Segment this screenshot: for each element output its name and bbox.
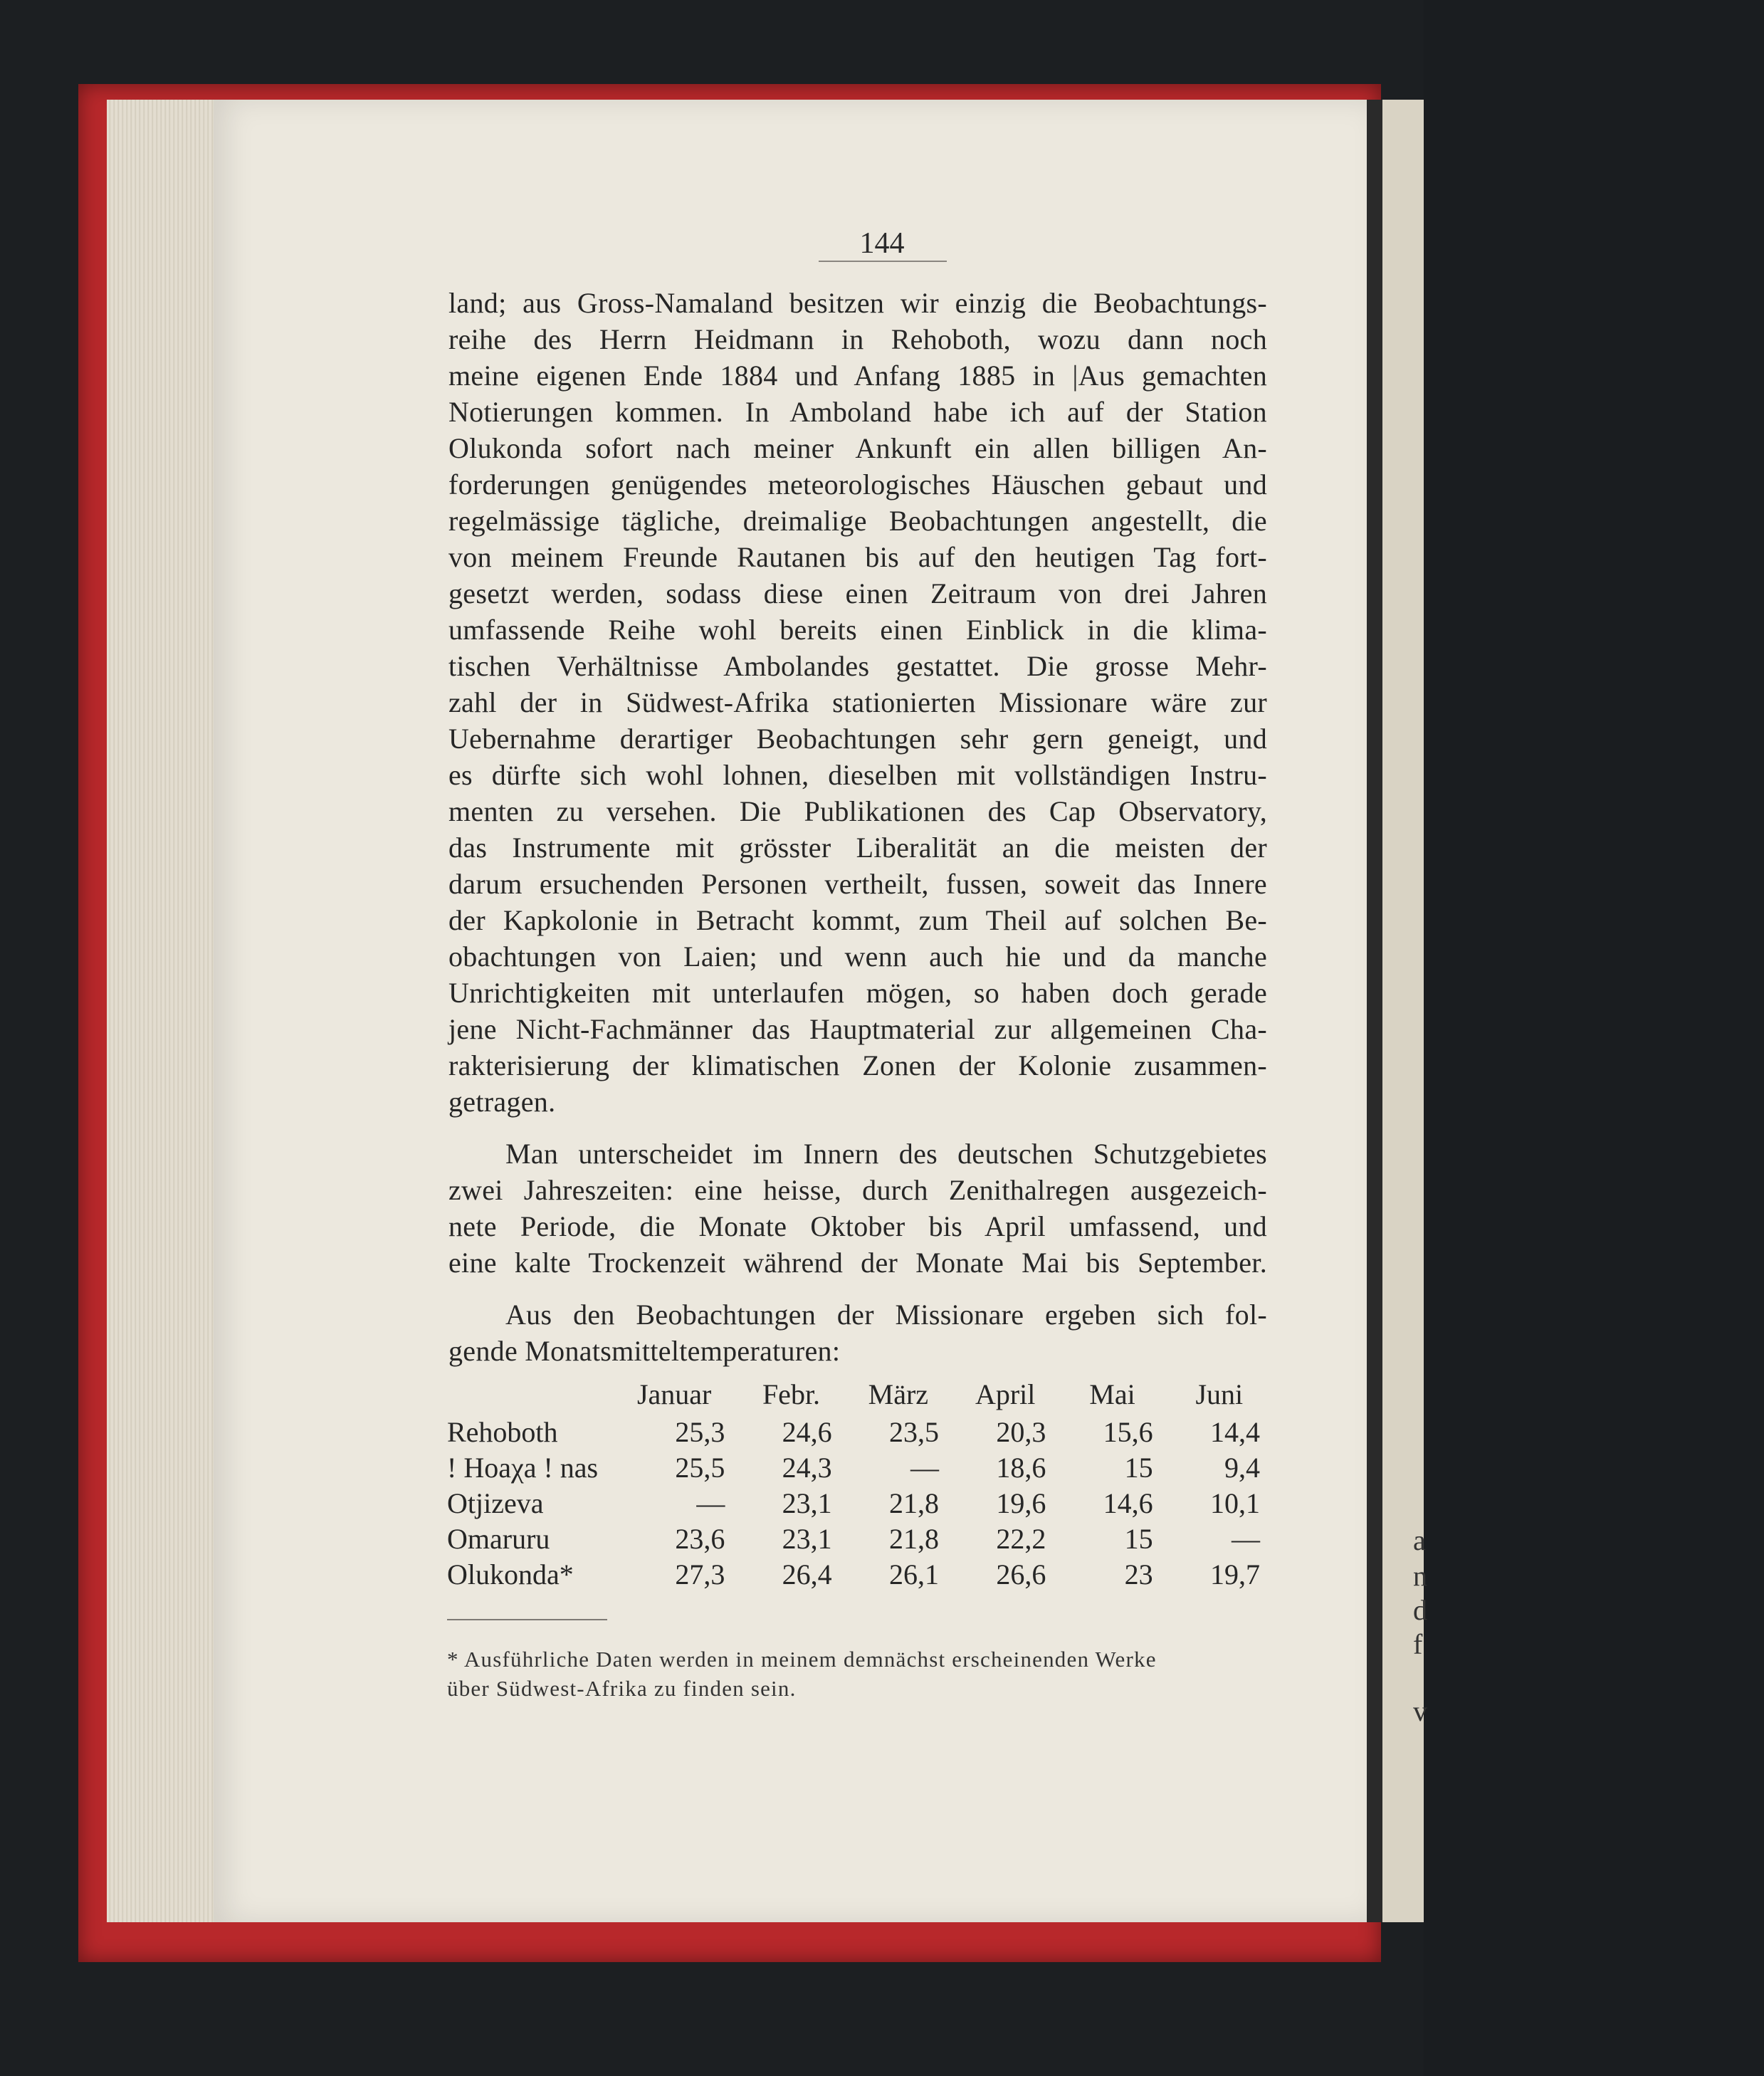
column-header: Juni (1195, 1378, 1244, 1410)
text-line: es dürfte sich wohl lohnen, dieselben mit vollständigen Instru- (448, 759, 1267, 791)
table-cell: 15,6 (1103, 1415, 1153, 1448)
table-cell: 14,6 (1103, 1487, 1153, 1519)
table-cell: 23,1 (782, 1487, 832, 1519)
footnote (447, 1645, 1266, 1703)
text-line: nete Periode, die Monate Oktober bis April umfassend, und (448, 1210, 1267, 1242)
text-line: jene Nicht-Fachmänner das Hauptmaterial zur allgemeinen Cha- (448, 1013, 1267, 1045)
table-cell: 25,5 (675, 1451, 725, 1484)
text-line: menten zu versehen. Die Publikationen des Cap Observatory, (448, 795, 1267, 827)
text-line: Unrichtigkeiten mit unterlaufen mögen, so haben doch gerade (448, 977, 1267, 1009)
margin-letter: a (1413, 1524, 1426, 1556)
text-line: das Instrumente mit grösster Liberalität an die meisten der (448, 832, 1267, 864)
column-header (447, 1374, 611, 1414)
margin-letter: n (1413, 1560, 1427, 1592)
table-cell: 23,5 (889, 1415, 939, 1448)
table-row (447, 1449, 1273, 1485)
table-row (447, 1414, 1273, 1449)
footnote-rule (447, 1619, 607, 1620)
table-cell: 27,3 (675, 1558, 725, 1590)
text-line: land; aus Gross-Namaland besitzen wir einzig die Beobachtungs- (448, 287, 1267, 319)
text-line: gesetzt werden, sodass diese einen Zeitraum von drei Jahren (448, 577, 1267, 609)
table-cell: 14,4 (1210, 1415, 1260, 1448)
table-row (447, 1485, 1273, 1521)
table-cell: — (1232, 1522, 1260, 1555)
margin-letter: d (1413, 1594, 1427, 1626)
table-cell: 25,3 (675, 1415, 725, 1448)
margin-letter: v (1413, 1695, 1427, 1727)
column-header: Febr. (762, 1378, 821, 1410)
text-line: der Kapkolonie in Betracht kommt, zum Theil auf solchen Be- (448, 904, 1267, 936)
table-cell: 24,3 (782, 1451, 832, 1484)
text-line: Notierungen kommen. In Amboland habe ich auf der Station (448, 396, 1267, 428)
table-cell: 23 (1124, 1558, 1153, 1590)
table-cell: 26,6 (996, 1558, 1046, 1590)
column-header: März (868, 1378, 929, 1410)
text-line: Aus den Beobachtungen der Missionare ergeben sich fol- (505, 1299, 1267, 1331)
table-cell: — (696, 1487, 725, 1519)
table-cell: 19,7 (1210, 1558, 1260, 1590)
body-text (448, 285, 1267, 1369)
column-header: Januar (636, 1378, 712, 1410)
text-line: regelmässige tägliche, dreimalige Beobachtungen angestellt, die (448, 505, 1267, 537)
margin-letter: f (1413, 1628, 1423, 1660)
page-number: 144 (859, 227, 905, 260)
station-name: Olukonda* (447, 1558, 574, 1590)
table-cell: 20,3 (996, 1415, 1046, 1448)
text-line: von meinem Freunde Rautanen bis auf den heutigen Tag fort- (448, 541, 1267, 573)
station-name: Omaruru (447, 1522, 550, 1555)
table-cell: 23,6 (675, 1522, 725, 1555)
text-line: forderungen genügendes meteorologisches Häuschen gebaut und (448, 468, 1267, 500)
text-line: obachtungen von Laien; und wenn auch hie und da manche (448, 940, 1267, 973)
table-cell: 19,6 (996, 1487, 1046, 1519)
temperature-table (447, 1374, 1273, 1592)
column-header: Mai (1089, 1378, 1135, 1410)
table-cell: 26,1 (889, 1558, 939, 1590)
table-cell: 15 (1124, 1451, 1153, 1484)
table-header-row (447, 1374, 1273, 1414)
table-cell: 10,1 (1210, 1487, 1260, 1519)
table-cell: 21,8 (889, 1487, 939, 1519)
table-cell: 26,4 (782, 1558, 832, 1590)
text-line: tischen Verhältnisse Ambolandes gestattet. Die grosse Mehr- (448, 650, 1267, 682)
table-cell: 9,4 (1224, 1451, 1260, 1484)
table-cell: 22,2 (996, 1522, 1046, 1555)
footnote-line: über Südwest-Afrika zu finden sein. (447, 1676, 797, 1701)
station-name: Rehoboth (447, 1415, 558, 1448)
column-header: April (975, 1378, 1036, 1410)
text-line: reihe des Herrn Heidmann in Rehoboth, wozu dann noch (448, 323, 1267, 355)
footnote-line: * Ausführliche Daten werden in meinem demnächst erscheinenden Werke (447, 1647, 1157, 1672)
table-cell: 23,1 (782, 1522, 832, 1555)
book-gutter (1367, 100, 1382, 1922)
page-number-rule (819, 261, 947, 262)
table-cell: 15 (1124, 1522, 1153, 1555)
text-line: Man unterscheidet im Innern des deutschen Schutzgebietes (505, 1138, 1267, 1170)
station-name: Otjizeva (447, 1487, 544, 1519)
text-line: umfassende Reihe wohl bereits einen Einblick in die klima- (448, 614, 1267, 646)
table-cell: 24,6 (782, 1415, 832, 1448)
text-line: zahl der in Südwest-Afrika stationierten Missionare wäre zur (448, 686, 1267, 718)
table-row (447, 1556, 1273, 1592)
text-line: eine kalte Trockenzeit während der Monate Mai bis September. (448, 1247, 1267, 1279)
table-row (447, 1521, 1273, 1556)
table-cell: 21,8 (889, 1522, 939, 1555)
text-line: Uebernahme derartiger Beobachtungen sehr gern geneigt, und (448, 723, 1267, 755)
page-edges (107, 100, 221, 1922)
text-line: rakterisierung der klimatischen Zonen der Kolonie zusammen- (448, 1049, 1267, 1081)
text-line: getragen. (448, 1086, 556, 1118)
text-line: Olukonda sofort nach meiner Ankunft ein allen billigen An- (448, 432, 1267, 464)
text-line: gende Monatsmitteltemperaturen: (448, 1335, 841, 1367)
text-line: meine eigenen Ende 1884 und Anfang 1885 in |Aus gemachten (448, 360, 1267, 392)
station-name: ! Hoaχa ! nas (447, 1451, 599, 1484)
text-line: darum ersuchenden Personen vertheilt, fussen, soweit das Innere (448, 868, 1267, 900)
table-cell: — (910, 1451, 939, 1484)
text-line: zwei Jahreszeiten: eine heisse, durch Zenithalregen ausgezeich- (448, 1174, 1267, 1206)
table-cell: 18,6 (996, 1451, 1046, 1484)
